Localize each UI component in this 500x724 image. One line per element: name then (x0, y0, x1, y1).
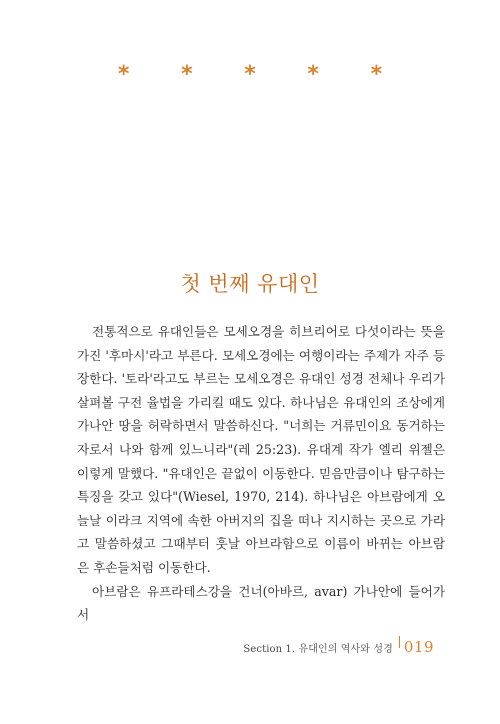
section-ornament: * * * * * (117, 62, 405, 87)
page-number: 019 (403, 638, 434, 656)
paragraph: 전통적으로 유대인들은 모세오경을 히브리어로 다섯이라는 뜻을 가진 '후마시'라고 부른다. 모세오경에는 여행이라는 주제가 자주 등장한다. '토라'라고도 부르는 모세오경은 유대인 성경 전체나 우리가 살펴볼 구전 율법을 가리킬 때도 있다. 하나님은 유대인의 조상에게 가나안 땅을 허락하면서 말씀하신다. "너희는 거류민이요 동거하는 자로서 나와 함께 있느니라"(레 25:23). 유대계 작가 엘리 위젤은 이렇게 말했다. "유대인은 끝없이 이동한다. 믿음만큼이나 탐구하는 특징을 갖고 있다"(Wiesel, 1970, 214). 하나님은 아브람에게 오늘날 이라크 지역에 속한 아버지의 집을 떠나 지시하는 곳으로 가라고 말씀하셨고 그때부터 훗날 아브라함으로 이름이 바뀌는 아브람은 후손들처럼 이동한다. (77, 324, 445, 575)
paragraph: 아브람은 유프라테스강을 건너(아바르, avar) 가나안에 들어가서 (77, 583, 445, 623)
section-title: 첫 번째 유대인 (180, 272, 320, 296)
running-footer-section: Section 1. 유대인의 역사와 성경 (243, 644, 393, 655)
footer-divider (399, 636, 400, 648)
page-footer (243, 638, 434, 656)
body-text (77, 320, 445, 627)
